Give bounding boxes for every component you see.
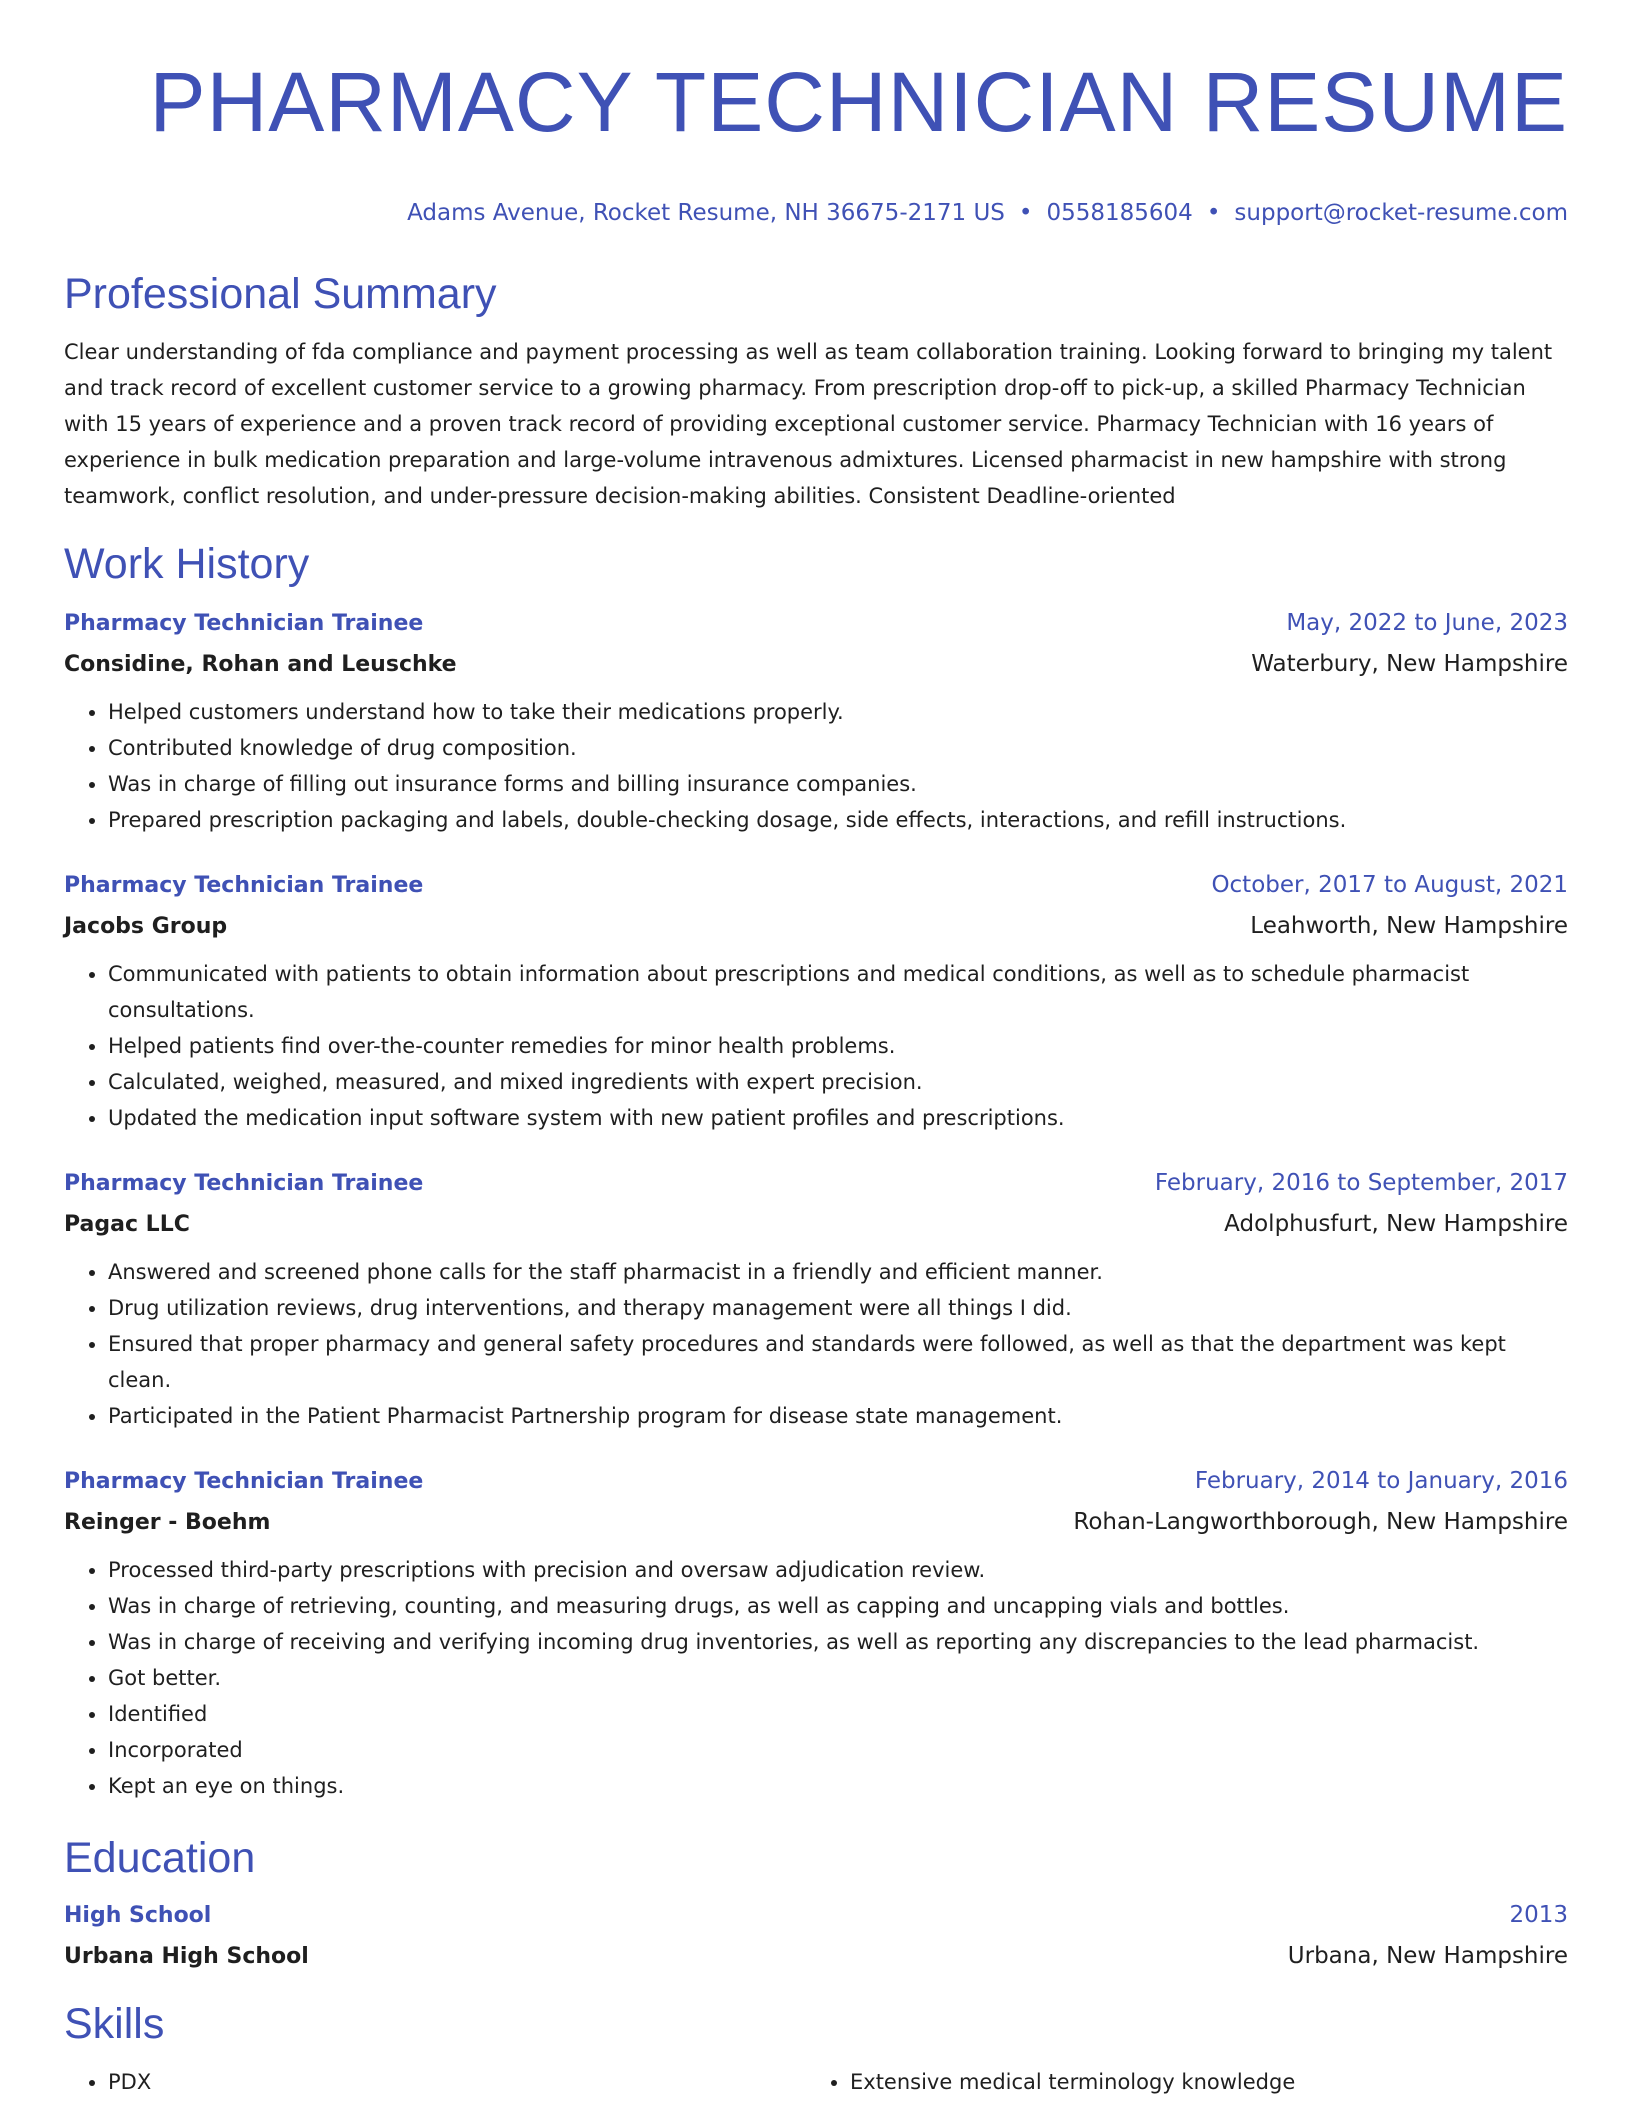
contact-separator: • bbox=[1018, 200, 1033, 226]
job-bullet: • Updated the medication input software system with new patient profiles and prescriptions. bbox=[108, 1100, 1568, 1136]
skills-heading: Skills bbox=[64, 2000, 165, 2048]
job-location: Leahworth, New Hampshire bbox=[1250, 913, 1568, 939]
job-location: Rohan-Langworthborough, New Hampshire bbox=[1073, 1509, 1568, 1535]
education-heading: Education bbox=[64, 1834, 256, 1882]
job-role: Pharmacy Technician Trainee bbox=[64, 1469, 424, 1494]
job-bullets bbox=[64, 956, 1568, 1136]
work-history-heading: Work History bbox=[64, 540, 310, 588]
job-role: Pharmacy Technician Trainee bbox=[64, 873, 424, 898]
resume-title: PHARMACY TECHNICIAN RESUME bbox=[149, 55, 1568, 149]
job-bullet: • Drug utilization reviews, drug interventions, and therapy management were all things I did. bbox=[108, 1290, 1568, 1326]
job-bullet: • Contributed knowledge of drug composition. bbox=[108, 730, 1568, 766]
job-bullet: • Calculated, weighed, measured, and mixed ingredients with expert precision. bbox=[108, 1064, 1568, 1100]
job-bullet: • Helped customers understand how to take their medications properly. bbox=[108, 694, 1568, 730]
job-bullet: • Helped patients find over-the-counter remedies for minor health problems. bbox=[108, 1028, 1568, 1064]
education-year: 2013 bbox=[1509, 1902, 1568, 1928]
job-dates: May, 2022 to June, 2023 bbox=[1286, 610, 1568, 636]
job-bullet: • Ensured that proper pharmacy and general safety procedures and standards were followed, as well as that the department was kept clean. bbox=[108, 1326, 1568, 1398]
job-bullet: • Was in charge of retrieving, counting, and measuring drugs, as well as capping and uncapping vials and bottles. bbox=[108, 1588, 1568, 1624]
job-bullets bbox=[64, 694, 1568, 838]
skill-item: • Extensive medical terminology knowledge bbox=[850, 2064, 1548, 2100]
skill-item: • PDX bbox=[108, 2064, 806, 2100]
job-bullet: • Communicated with patients to obtain information about prescriptions and medical conditions, as well as to schedule pharmacist consultations. bbox=[108, 956, 1568, 1028]
education-school: Urbana High School bbox=[64, 1944, 309, 1969]
job-entry bbox=[64, 1466, 1568, 1804]
contact-email: support@rocket-resume.com bbox=[1234, 200, 1568, 226]
resume-page bbox=[64, 0, 1568, 2100]
job-company: Considine, Rohan and Leuschke bbox=[64, 652, 457, 677]
job-location: Adolphusfurt, New Hampshire bbox=[1224, 1211, 1568, 1237]
education-location: Urbana, New Hampshire bbox=[1287, 1943, 1568, 1969]
summary-text: Clear understanding of fda compliance and payment processing as well as team collaboration training. Looking forward to bringing my talent and track record of excellent customer service to a growing pharmacy. From prescription drop-off to pick-up, a skilled Pharmacy Technician with 15 years of experience and a proven track record of providing exceptional customer service. Pharmacy Technician with 16 years of experience in bulk medication preparation and large-volume intravenous admixtures. Licensed pharmacist in new hampshire with strong teamwork, conflict resolution, and under-pressure decision-making abilities. Consistent Deadline-oriented bbox=[64, 340, 1553, 508]
skills-column-right bbox=[806, 2064, 1548, 2100]
education-degree: High School bbox=[64, 1903, 212, 1928]
job-bullet: • Prepared prescription packaging and labels, double-checking dosage, side effects, interactions, and refill instructions. bbox=[108, 802, 1568, 838]
job-bullets bbox=[64, 1254, 1568, 1434]
job-bullet: • Processed third-party prescriptions with precision and oversaw adjudication review. bbox=[108, 1552, 1568, 1588]
job-role: Pharmacy Technician Trainee bbox=[64, 1171, 424, 1196]
job-entry bbox=[64, 1168, 1568, 1434]
job-bullet: • Kept an eye on things. bbox=[108, 1768, 1568, 1804]
job-dates: February, 2016 to September, 2017 bbox=[1154, 1170, 1568, 1196]
job-bullet: • Was in charge of filling out insurance forms and billing insurance companies. bbox=[108, 766, 1568, 802]
education-entry bbox=[64, 1900, 1568, 1972]
contact-separator: • bbox=[1206, 200, 1221, 226]
job-company: Reinger - Boehm bbox=[64, 1510, 271, 1535]
job-entry bbox=[64, 608, 1568, 838]
contact-address: Adams Avenue, Rocket Resume, NH 36675-2171 US bbox=[407, 200, 1005, 226]
skills-column-left bbox=[64, 2064, 806, 2100]
job-dates: October, 2017 to August, 2021 bbox=[1211, 872, 1568, 898]
job-entry bbox=[64, 870, 1568, 1136]
summary-heading: Professional Summary bbox=[64, 270, 497, 318]
job-company: Pagac LLC bbox=[64, 1212, 190, 1237]
job-dates: February, 2014 to January, 2016 bbox=[1194, 1468, 1568, 1494]
contact-line bbox=[64, 198, 1568, 228]
job-bullet: • Was in charge of receiving and verifying incoming drug inventories, as well as reporting any discrepancies to the lead pharmacist. bbox=[108, 1624, 1568, 1660]
skills-list bbox=[64, 2064, 1568, 2100]
job-bullet: • Participated in the Patient Pharmacist Partnership program for disease state management. bbox=[108, 1398, 1568, 1434]
job-bullet: • Answered and screened phone calls for the staff pharmacist in a friendly and efficient manner. bbox=[108, 1254, 1568, 1290]
contact-phone: 0558185604 bbox=[1046, 200, 1193, 226]
job-role: Pharmacy Technician Trainee bbox=[64, 611, 424, 636]
job-location: Waterbury, New Hampshire bbox=[1251, 651, 1568, 677]
job-company: Jacobs Group bbox=[64, 914, 228, 939]
job-bullet: • Incorporated bbox=[108, 1732, 1568, 1768]
job-bullets bbox=[64, 1552, 1568, 1804]
job-bullet: • Identified bbox=[108, 1696, 1568, 1732]
job-bullet: • Got better. bbox=[108, 1660, 1568, 1696]
